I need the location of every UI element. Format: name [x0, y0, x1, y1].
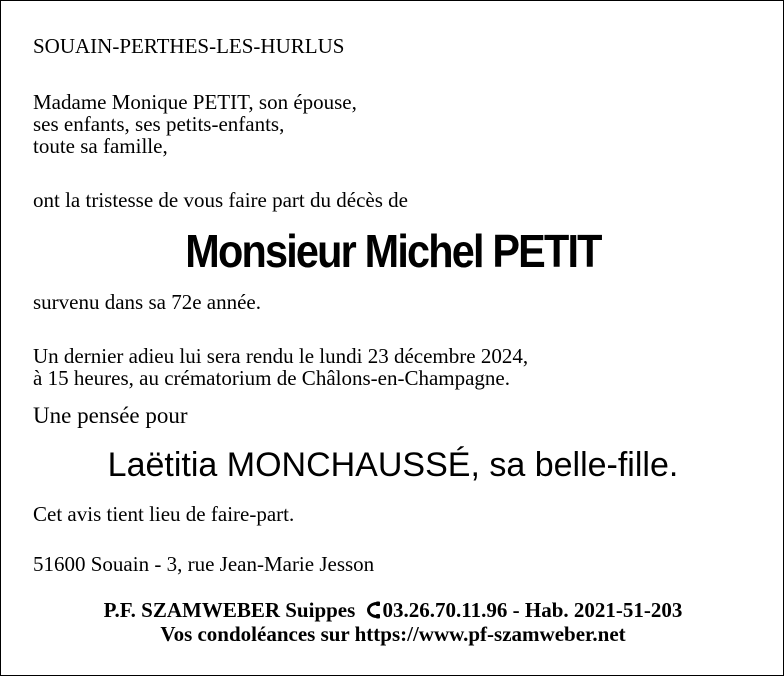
phone-and-hab: 03.26.70.11.96 - Hab. 2021-51-203	[382, 598, 683, 622]
family-line-1: Madame Monique PETIT, son épouse,	[33, 90, 357, 114]
phone-icon	[365, 601, 381, 619]
thought-person: Laëtitia MONCHAUSSÉ, sa belle-fille.	[107, 446, 679, 484]
address-line: 51600 Souain - 3, rue Jean-Marie Jesson	[33, 552, 375, 576]
age-line: survenu dans sa 72e année.	[33, 290, 262, 314]
location-heading: SOUAIN-PERTHES-LES-HURLUS	[33, 34, 345, 58]
funeral-home-line	[1, 597, 784, 623]
ceremony-line-1: Un dernier adieu lui sera rendu le lundi 23 décembre 2024,	[33, 344, 529, 368]
deceased-name: Monsieur Michel PETIT	[185, 225, 601, 277]
ceremony-line-2: à 15 heures, au crématorium de Châlons-en-Champagne.	[33, 366, 511, 390]
family-line-2: ses enfants, ses petits-enfants,	[33, 112, 285, 136]
announcement-text: ont la tristesse de vous faire part du décès de	[33, 188, 408, 212]
notice-note: Cet avis tient lieu de faire-part.	[33, 502, 295, 526]
family-line-3: toute sa famille,	[33, 134, 168, 158]
thought-intro: Une pensée pour	[33, 403, 188, 428]
funeral-home-name: P.F. SZAMWEBER Suippes	[103, 598, 356, 622]
condolences-line: Vos condoléances sur https://www.pf-szamweber.net	[160, 622, 626, 646]
